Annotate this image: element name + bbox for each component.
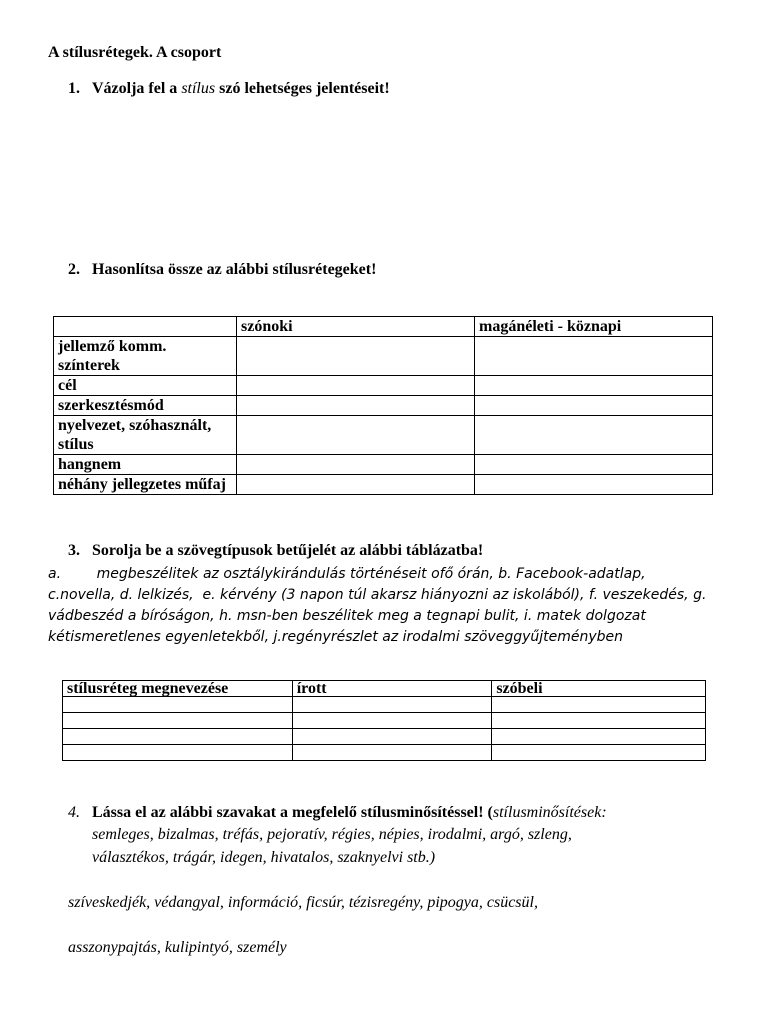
answer-cell[interactable]	[63, 745, 293, 761]
question-keyword: stílus	[181, 80, 216, 97]
question-1	[68, 80, 390, 98]
text-type-line: kétismeretlenes egyenletekből, j.regényrészlet az irodalmi szöveggyűjteményben	[48, 629, 624, 645]
answer-cell[interactable]	[475, 455, 713, 475]
table-row	[63, 729, 706, 745]
answer-cell[interactable]	[237, 337, 475, 376]
row-label: cél	[54, 376, 237, 396]
table-row	[54, 455, 713, 475]
classification-table	[62, 680, 706, 761]
table-row	[54, 337, 713, 376]
page-title: A stílusrétegek. A csoport	[48, 44, 222, 61]
answer-cell[interactable]	[292, 713, 492, 729]
question-4	[68, 804, 607, 822]
table-header-cell	[54, 317, 237, 337]
answer-cell[interactable]	[475, 475, 713, 495]
answer-cell[interactable]	[237, 475, 475, 495]
comparison-table	[53, 316, 713, 495]
question-number: 4.	[68, 804, 80, 821]
answer-cell[interactable]	[475, 416, 713, 455]
answer-cell[interactable]	[63, 729, 293, 745]
question-2	[68, 261, 376, 279]
answer-cell[interactable]	[237, 396, 475, 416]
text-type-line: c.novella, d. lelkizés, e. kérvény (3 napon túl akarsz hiányozni az iskolából), f. veszekedés, g.	[48, 587, 707, 603]
word-list: szíveskedjék, védangyal, információ, ficsúr, tézisregény, pipogya, csücsül,	[68, 894, 538, 911]
question-number: 3.	[68, 542, 80, 559]
row-label: szerkesztésmód	[54, 396, 237, 416]
style-label-list: semleges, bizalmas, tréfás, pejoratív, régies, népies, irodalmi, argó, szleng,	[92, 826, 572, 843]
question-number: 2.	[68, 261, 80, 278]
table-row	[54, 396, 713, 416]
question-text: Hasonlítsa össze az alábbi stílusrétegeket!	[92, 261, 377, 278]
text-type-list	[48, 564, 706, 648]
table-row	[54, 376, 713, 396]
table-header-cell: stílusréteg megnevezése	[63, 681, 293, 697]
table-row	[63, 697, 706, 713]
table-row	[54, 475, 713, 495]
table-row	[54, 416, 713, 455]
table-row	[63, 745, 706, 761]
question-text: Sorolja be a szövegtípusok betűjelét az alábbi táblázatba!	[92, 542, 484, 559]
question-text: Lássa el az alábbi szavakat a megfelelő stílusminősítéssel! (	[92, 804, 493, 821]
answer-cell[interactable]	[475, 396, 713, 416]
answer-cell[interactable]	[292, 697, 492, 713]
answer-cell[interactable]	[237, 416, 475, 455]
row-label: néhány jellegzetes műfaj	[54, 475, 237, 495]
table-header-row	[54, 317, 713, 337]
answer-cell[interactable]	[63, 713, 293, 729]
answer-cell[interactable]	[492, 713, 706, 729]
table-row	[63, 713, 706, 729]
answer-cell[interactable]	[492, 745, 706, 761]
table-header-row	[63, 681, 706, 697]
table-header-cell: magánéleti - köznapi	[475, 317, 713, 337]
table-header-cell: szóbeli	[492, 681, 706, 697]
question-text-end: szó lehetséges jelentéseit!	[215, 80, 390, 97]
question-text: Vázolja fel a	[92, 80, 182, 97]
answer-cell[interactable]	[237, 455, 475, 475]
text-type-line: a. megbeszélitek az osztálykirándulás történéseit ofő órán, b. Facebook-adatlap,	[48, 566, 646, 582]
answer-cell[interactable]	[292, 745, 492, 761]
row-label: hangnem	[54, 455, 237, 475]
row-label: nyelvezet, szóhasznált, stílus	[54, 416, 237, 455]
answer-cell[interactable]	[237, 376, 475, 396]
row-label: jellemző komm. színterek	[54, 337, 237, 376]
question-number: 1.	[68, 80, 80, 97]
style-label-list: választékos, trágár, idegen, hivatalos, szaknyelvi stb.)	[92, 849, 436, 866]
table-header-cell: szónoki	[237, 317, 475, 337]
answer-cell[interactable]	[475, 376, 713, 396]
style-label-intro: stílusminősítések:	[492, 804, 607, 821]
answer-cell[interactable]	[475, 337, 713, 376]
answer-cell[interactable]	[492, 697, 706, 713]
word-list: asszonypajtás, kulipintyó, személy	[68, 939, 287, 956]
text-type-line: vádbeszéd a bíróságon, h. msn-ben beszélitek meg a tegnapi bulit, i. matek dolgozat	[48, 608, 646, 624]
table-header-cell: írott	[292, 681, 492, 697]
answer-cell[interactable]	[292, 729, 492, 745]
answer-cell[interactable]	[63, 697, 293, 713]
question-3	[68, 542, 483, 560]
answer-cell[interactable]	[492, 729, 706, 745]
